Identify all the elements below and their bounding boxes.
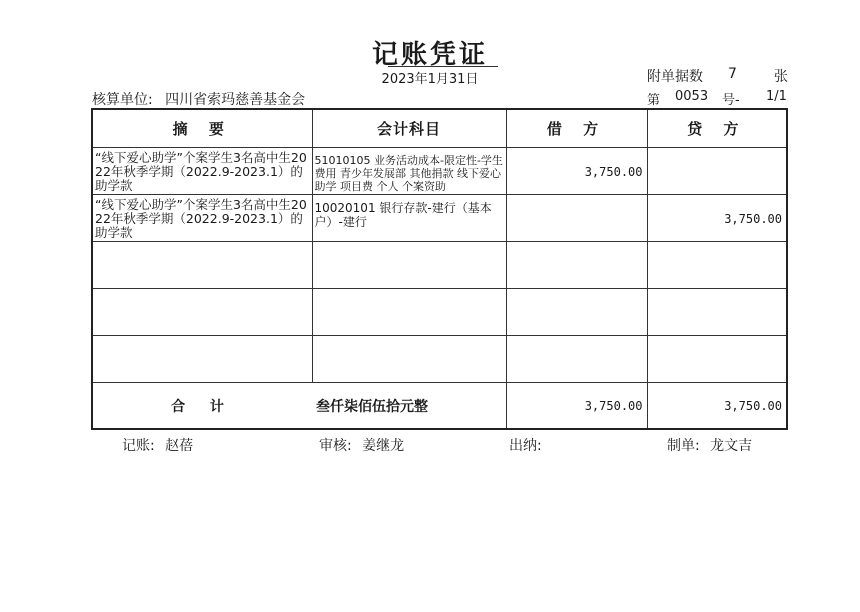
voucher-title: 记账凭证 (371, 40, 488, 70)
bookkeeper-label: 记账: (122, 438, 155, 454)
voucher-date: 2023年1月31日 (381, 72, 479, 87)
attachments-info (647, 66, 788, 86)
account-text: 51010105 业务活动成本-限定性-学生费用 青少年发展部 其他捐款 线下爱心助学 项目费 个人 个案资助 (314, 154, 503, 193)
total-credit: 3,750.00 (647, 383, 787, 430)
summary-cell (92, 242, 312, 289)
account-cell (312, 242, 506, 289)
cashier-signature (509, 435, 548, 455)
table-row (92, 289, 787, 336)
debit-cell (506, 148, 647, 195)
summary-text (93, 242, 312, 245)
summary-text: “线下爱心助学”个案学生3名高中生2022年秋季学期（2022.9-2023.1）的助学款 (95, 197, 307, 240)
credit-cell (647, 289, 787, 336)
account-cell (312, 195, 506, 242)
accounting-unit (92, 89, 305, 109)
attachments-label: 附单据数 (647, 69, 703, 85)
preparer-name: 龙文吉 (710, 438, 753, 454)
account-text: 10020101 银行存款-建行（基本户）-建行 (314, 201, 492, 229)
debit-cell (506, 195, 647, 242)
credit-amount: 3,750.00 (724, 212, 782, 226)
total-label: 合 计 (92, 383, 312, 430)
reviewer-label: 审核: (319, 438, 352, 454)
reviewer-name: 姜继龙 (362, 438, 405, 454)
table-row (92, 195, 787, 242)
column-header-debit: 借 方 (506, 109, 647, 148)
bookkeeper-name: 赵蓓 (165, 438, 194, 454)
debit-cell (506, 242, 647, 289)
summary-text: “线下爱心助学”个案学生3名高中生2022年秋季学期（2022.9-2023.1）的助学款 (95, 150, 307, 193)
total-debit: 3,750.00 (506, 383, 647, 430)
account-cell (312, 336, 506, 383)
column-header-credit: 贷 方 (647, 109, 787, 148)
column-header-summary: 摘 要 (92, 109, 312, 148)
table-row (92, 242, 787, 289)
summary-cell (92, 336, 312, 383)
credit-cell (647, 195, 787, 242)
credit-amount (648, 336, 787, 353)
summary-text (93, 336, 312, 339)
table-row (92, 148, 787, 195)
bookkeeper-signature (122, 435, 193, 455)
account-text (313, 242, 506, 248)
title-underline (388, 66, 498, 67)
voucher-prefix: 第 (647, 93, 661, 108)
debit-cell (506, 289, 647, 336)
credit-cell (647, 148, 787, 195)
attachments-unit: 张 (774, 69, 788, 85)
debit-amount (507, 195, 647, 212)
credit-amount (648, 289, 787, 306)
voucher-table (91, 108, 788, 430)
voucher-page: 1/1 (766, 89, 787, 104)
attachments-count: 7 (728, 66, 737, 82)
account-cell (312, 148, 506, 195)
reviewer-signature (319, 435, 404, 455)
cashier-label: 出纳: (509, 438, 542, 454)
preparer-signature (667, 435, 752, 455)
summary-cell (92, 148, 312, 195)
credit-cell (647, 242, 787, 289)
unit-name: 四川省索玛慈善基金会 (165, 92, 306, 108)
unit-label: 核算单位: (92, 92, 153, 108)
summary-cell (92, 289, 312, 336)
total-row (92, 383, 787, 430)
account-cell (312, 289, 506, 336)
column-header-account: 会计科目 (312, 109, 506, 148)
voucher-number: 0053 (675, 89, 709, 104)
voucher-suffix: 号- (722, 93, 740, 108)
preparer-label: 制单: (667, 438, 700, 454)
credit-cell (647, 336, 787, 383)
credit-amount (648, 148, 787, 165)
debit-cell (506, 336, 647, 383)
table-header-row (92, 109, 787, 148)
account-text (313, 336, 506, 342)
total-amount-in-words: 叁仟柒佰伍拾元整 (312, 383, 506, 430)
debit-amount (507, 289, 647, 306)
debit-amount (507, 242, 647, 259)
table-row (92, 336, 787, 383)
debit-amount: 3,750.00 (584, 165, 643, 179)
account-text (313, 289, 506, 295)
summary-cell (92, 195, 312, 242)
credit-amount (648, 242, 787, 259)
summary-text (93, 289, 312, 292)
debit-amount (507, 336, 647, 353)
